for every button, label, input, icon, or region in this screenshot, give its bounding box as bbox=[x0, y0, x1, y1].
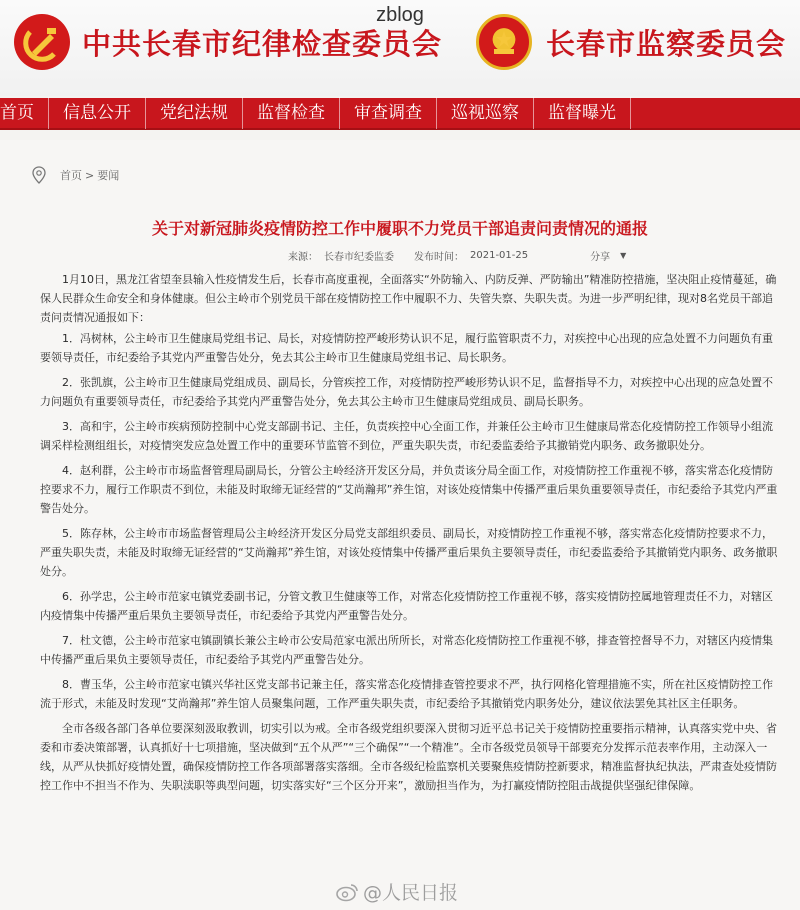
nav-item-investigation[interactable]: 审查调查 bbox=[340, 97, 437, 129]
nav-item-home[interactable]: 首页 bbox=[0, 97, 49, 129]
share-label: 分享 bbox=[590, 252, 611, 263]
article-meta bbox=[288, 248, 632, 263]
article-paragraph-2: 2．张凯旗，公主岭市卫生健康局党组成员、副局长，分管疾控工作，对疫情防控严峻形势认识不足，监督指导不力，对疾控中心出现的应急处置不力问题负有重要领导责任，市纪委给予其党内严重警告处分，免去其公主岭市卫生健康局党组成员、副局长职务。 bbox=[40, 376, 773, 408]
breadcrumb-current[interactable]: 要闻 bbox=[97, 169, 120, 182]
article-paragraph-intro: 1月10日，黑龙江省望奎县输入性疫情发生后，长春市高度重视，全面落实“外防输入、内防反弹、严防输出”精准防控措施，坚决阻止疫情蔓延，确保人民群众生命安全和身体健康。但公主岭市个别党员干部在疫情防控工作中履职不力、失管失察、失职失责。为进一步严明纪律，现对8名党员干部追责问责情况通报如下： bbox=[40, 273, 777, 324]
date-label: 发布时间： bbox=[414, 252, 464, 263]
article-title: 关于对新冠肺炎疫情防控工作中履职不力党员干部追责问责情况的通报 bbox=[151, 219, 648, 238]
nav-item-inspection[interactable]: 巡视巡察 bbox=[437, 97, 534, 129]
article-paragraph-3: 3．高和宇，公主岭市疾病预防控制中心党支部副书记、主任，负责疾控中心全面工作，并兼任公主岭市卫生健康局常态化疫情防控工作领导小组流调采样检测组组长，对疫情突发应急处置工作中的重要环节监管不到位，严重失职失责，市纪委监委给予其撤销党内职务、政务撤职处分。 bbox=[40, 420, 773, 452]
breadcrumb-separator: > bbox=[85, 168, 95, 182]
supervision-commission-title: 长春市监察委员会 bbox=[546, 27, 787, 61]
article-paragraph-5: 5．陈存林，公主岭市市场监督管理局公主岭经济开发区分局党支部组织委员、副局长，对疫情防控工作重视不够，落实常态化疫情防控要求不力，严重失职失责，未能及时取缔无证经营的“艾尚瀚邦”养生馆，对该处疫情集中传播严重后果负主要领导责任，市纪委监委给予其撤销党内职务、政务撤职处分。 bbox=[40, 527, 778, 578]
article-body bbox=[40, 270, 780, 797]
location-pin-icon bbox=[32, 166, 46, 184]
source-value: 长春市纪委监委 bbox=[324, 252, 394, 263]
nav-item-exposure[interactable]: 监督曝光 bbox=[534, 97, 631, 129]
publish-date: 2021-01-25 bbox=[470, 250, 529, 261]
breadcrumb bbox=[32, 166, 119, 184]
article-paragraph-conclusion: 全市各级各部门各单位要深刻汲取教训，切实引以为戒。全市各级党组织要深入贯彻习近平总书记关于疫情防控重要指示精神，认真落实党中央、省委和市委决策部署，认真抓好十七项措施，坚决做到“五个从严”“三个确保”“一个精准”。全市各级党员领导干部要充分发挥示范表率作用，主动深入一线，从严从快抓好疫情处置，确保疫情防控工作各项部署落实落细。全市各级纪检监察机关要聚焦疫情防控新要求，精准监督执纪执法，严肃查处疫情防控工作中不担当不作为、失职渎职等典型问题，切实落实好“三个区分开来”，激励担当作为，为打赢疫情防控阻击战提供坚强纪律保障。 bbox=[40, 722, 777, 792]
footer-watermark-text: @人民日报 bbox=[363, 882, 459, 904]
watermark-text: zblog bbox=[376, 4, 424, 26]
article-paragraph-7: 7．杜文德，公主岭市范家屯镇副镇长兼公主岭市公安局范家屯派出所所长，对常态化疫情防控工作重视不够，排查管控督导不力，对辖区内疫情集中传播严重后果负主要领导责任，市纪委给予其党内严重警告处分。 bbox=[40, 634, 773, 666]
article-paragraph-4: 4．赵利群，公主岭市市场监督管理局副局长，分管公主岭经济开发区分局，并负责该分局全面工作，对疫情防控工作重视不够，落实常态化疫情防控要求不力，履行工作职责不到位，未能及时取缔无证经营的“艾尚瀚邦”养生馆，对该处疫情集中传播严重后果负重要领导责任，市纪委给予其党内严重警告处分。 bbox=[40, 464, 778, 515]
share-button[interactable] bbox=[590, 248, 632, 263]
article-paragraph-6: 6．孙学忠，公主岭市范家屯镇党委副书记，分管文教卫生健康等工作，对常态化疫情防控工作重视不够，落实疫情防控属地管理责任不力，对辖区内疫情集中传播严重后果负主要领导责任，市纪委给予其党内严重警告处分。 bbox=[40, 590, 773, 622]
source-label: 来源： bbox=[288, 252, 318, 263]
chevron-down-icon: ▼ bbox=[620, 251, 627, 260]
weibo-icon bbox=[335, 882, 359, 902]
article-paragraph-1: 1．冯树林，公主岭市卫生健康局党组书记、局长，对疫情防控严峻形势认识不足，履行监管职责不力，对疾控中心出现的应急处置不力问题负有重要领导责任，市纪委给予其党内严重警告处分，免去其公主岭市卫生健康局党组书记、局长职务。 bbox=[40, 332, 773, 364]
nav-item-regulations[interactable]: 党纪法规 bbox=[146, 97, 243, 129]
footer-watermark bbox=[335, 878, 458, 905]
cpc-commission-title: 中共长春市纪律检查委员会 bbox=[82, 27, 443, 61]
nav-item-info-disclosure[interactable]: 信息公开 bbox=[49, 97, 146, 129]
nav-item-supervision[interactable]: 监督检查 bbox=[243, 97, 340, 129]
main-nav bbox=[0, 98, 800, 130]
article-paragraph-8: 8．曹玉华，公主岭市范家屯镇兴华社区党支部书记兼主任，落实常态化疫情排查管控要求不严，执行网格化管理措施不实，所在社区疫情防控工作流于形式，未能及时发现“艾尚瀚邦”养生馆人员聚集问题，工作严重失职失责，市纪委给予其撤销党内职务处分，建议依法罢免其社区主任职务。 bbox=[40, 678, 773, 710]
breadcrumb-home-link[interactable]: 首页 bbox=[60, 169, 82, 182]
article-page bbox=[0, 140, 800, 910]
